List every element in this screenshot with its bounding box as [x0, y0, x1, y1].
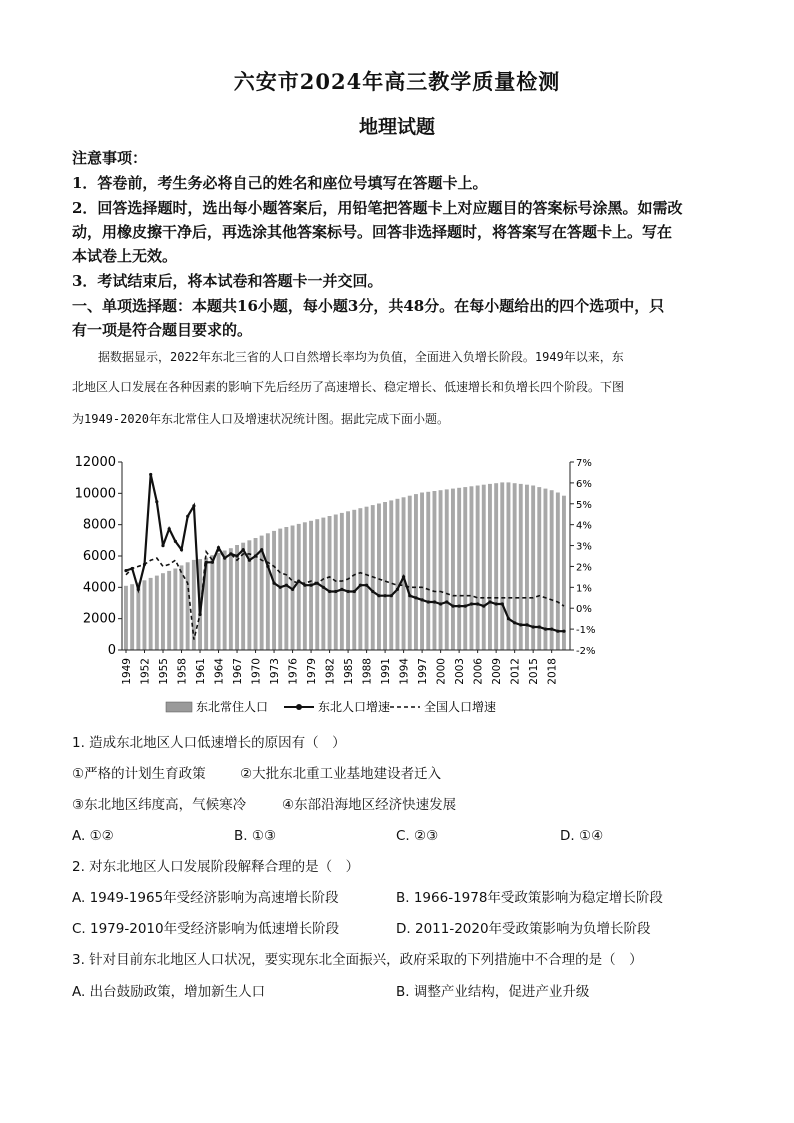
right-tick-label-1: 1% [576, 583, 592, 595]
population-bar-2020 [562, 496, 566, 650]
northeast-growth-point-1999 [433, 600, 436, 603]
question-3-option-b[interactable]: B. 调整产业结构，促进产业升级 [396, 984, 590, 1000]
population-bar-1966 [229, 548, 233, 650]
x-tick-label-1961: 1961 [195, 658, 208, 685]
page-title: 六安市2024年高三教学质量检测 [233, 69, 561, 94]
northeast-growth-point-1951 [137, 588, 140, 591]
population-bars [124, 482, 566, 650]
question-1-statement-3: ③东北地区纬度高，气候寒冷 [72, 797, 247, 813]
population-bar-1986 [352, 510, 356, 650]
population-bar-2012 [513, 483, 517, 650]
page-subtitle: 地理试题 [358, 116, 435, 138]
question-2-option-d[interactable]: D. 2011-2020年受政策影响为负增长阶段 [396, 921, 651, 937]
northeast-growth-point-2007 [482, 605, 485, 608]
x-tick-label-1958: 1958 [176, 658, 189, 685]
population-bar-1990 [377, 504, 381, 651]
northeast-growth-point-1956 [168, 527, 171, 530]
population-bar-2002 [451, 489, 455, 650]
population-bar-2001 [445, 489, 449, 650]
notice-item-2-line-1: 2．回答选择题时，选出每小题答案后，用铅笔把答题卡上对应题目的答案标号涂黑。如需改 [72, 199, 683, 217]
population-bar-1952 [143, 580, 147, 650]
northeast-growth-point-1977 [297, 580, 300, 583]
right-tick-label-3: 3% [576, 541, 592, 553]
population-bar-1981 [321, 518, 325, 650]
question-3-option-a[interactable]: A. 出台鼓励政策，增加新生人口 [72, 984, 266, 1000]
left-tick-label-12000: 12000 [74, 455, 116, 470]
population-bar-2019 [556, 493, 560, 651]
population-bar-2003 [457, 488, 461, 650]
right-tick-label-6: 6% [576, 478, 592, 490]
northeast-growth-point-1976 [291, 588, 294, 591]
northeast-growth-point-1998 [427, 600, 430, 603]
northeast-growth-point-1985 [347, 590, 350, 593]
northeast-growth-point-2014 [525, 623, 528, 626]
x-tick-label-2009: 2009 [491, 658, 504, 685]
x-tick-label-2015: 2015 [528, 658, 541, 685]
northeast-growth-point-1959 [186, 515, 189, 518]
northeast-growth-point-1969 [248, 559, 251, 562]
northeast-growth-point-1971 [260, 548, 263, 551]
x-tick-label-1985: 1985 [343, 658, 356, 685]
x-tick-label-1976: 1976 [287, 658, 300, 685]
x-tick-label-1949: 1949 [121, 658, 133, 685]
x-tick-label-2012: 2012 [509, 658, 522, 685]
northeast-growth-point-1952 [143, 563, 146, 566]
northeast-growth-point-1992 [390, 594, 393, 597]
left-tick-label-2000: 2000 [82, 611, 116, 627]
population-bar-1975 [284, 527, 288, 650]
x-tick-label-1967: 1967 [232, 658, 245, 685]
x-tick-label-1970: 1970 [250, 658, 263, 685]
northeast-growth-point-2010 [501, 602, 504, 605]
x-tick-label-2018: 2018 [546, 658, 559, 685]
population-bar-1958 [180, 565, 184, 650]
northeast-growth-point-2002 [451, 605, 454, 608]
notice-item-2-line-2: 动，用橡皮擦干净后，再选涂其他答案标号。回答非选择题时，将答案写在答题卡上。写在 [72, 223, 673, 241]
right-tick-label-7: 7% [576, 458, 592, 469]
northeast-growth-point-1973 [273, 582, 276, 585]
northeast-growth-point-1950 [131, 567, 134, 570]
population-bar-1965 [223, 551, 227, 651]
population-bar-1950 [130, 584, 134, 650]
northeast-growth-point-1997 [421, 598, 424, 601]
question-1-option-c[interactable]: C. ②③ [396, 828, 439, 844]
question-1-statement-4: ④东部沿海地区经济快速发展 [282, 797, 457, 813]
northeast-growth-point-2008 [488, 600, 491, 603]
x-tick-label-1991: 1991 [380, 658, 393, 685]
x-tick-label-2000: 2000 [435, 658, 448, 685]
population-bar-1995 [408, 496, 412, 650]
population-bar-1987 [358, 508, 362, 650]
question-1-statement-2: ②大批东北重工业基地建设者迁入 [240, 766, 442, 782]
northeast-growth-point-1962 [205, 561, 208, 564]
northeast-growth-point-2018 [550, 628, 553, 631]
section-heading-line-1: 一、单项选择题：本题共16小题，每小题3分，共48分。在每小题给出的四个选项中，只 [72, 297, 665, 315]
legend-label-population: 东北常住人口 [196, 700, 269, 714]
population-bar-1960 [192, 560, 196, 650]
northeast-growth-point-2004 [464, 605, 467, 608]
population-bar-1992 [389, 500, 393, 650]
northeast-growth-point-1964 [217, 546, 220, 549]
left-tick-label-8000: 8000 [82, 517, 116, 533]
right-tick-label--1: -1% [576, 625, 596, 637]
right-tick-label-4: 4% [576, 520, 592, 532]
northeast-growth-point-2012 [513, 621, 516, 624]
northeast-growth-point-2001 [445, 600, 448, 603]
notice-heading: 注意事项： [72, 149, 148, 167]
section-heading-line-2: 有一项是符合题目要求的。 [72, 321, 253, 339]
question-3-stem: 3. 针对目前东北地区人口状况，要实现东北全面振兴，政府采取的下列措施中不合理的是（ ） [72, 952, 643, 968]
northeast-growth-point-2003 [458, 605, 461, 608]
population-bar-1991 [383, 502, 387, 650]
northeast-growth-point-2005 [470, 602, 473, 605]
northeast-growth-point-2013 [519, 623, 522, 626]
northeast-growth-point-1954 [155, 500, 158, 503]
left-tick-label-0: 0 [107, 643, 116, 658]
national-growth-line [126, 550, 564, 640]
northeast-growth-point-1981 [322, 586, 325, 589]
population-bar-2009 [494, 483, 498, 650]
population-bar-1972 [266, 533, 270, 650]
population-bar-1968 [241, 543, 245, 650]
population-bar-1999 [433, 491, 437, 650]
x-tick-label-1955: 1955 [158, 658, 171, 685]
northeast-growth-point-1984 [340, 588, 343, 591]
population-bar-1982 [328, 516, 332, 650]
legend-marker-northeast-growth [296, 704, 302, 710]
population-bar-1998 [426, 492, 430, 650]
question-2-stem: 2. 对东北地区人口发展阶段解释合理的是（ ） [72, 859, 360, 875]
population-bar-1959 [186, 562, 190, 650]
right-tick-label--2: -2% [576, 646, 596, 657]
left-tick-label-4000: 4000 [82, 580, 116, 596]
question-2-option-c[interactable]: C. 1979-2010年受经济影响为低速增长阶段 [72, 921, 340, 937]
northeast-growth-point-1993 [396, 588, 399, 591]
passage-line-1: 据数据显示，2022年东北三省的人口自然增长率均为负值，全面进入负增长阶段。1949年以来，东 [98, 350, 624, 364]
population-bar-1964 [217, 553, 221, 650]
population-chart [70, 448, 600, 728]
northeast-growth-point-2006 [476, 602, 479, 605]
x-tick-label-1988: 1988 [361, 658, 374, 685]
northeast-growth-point-1967 [235, 554, 238, 557]
northeast-growth-point-1986 [353, 590, 356, 593]
population-bar-1957 [173, 569, 177, 651]
population-bar-1963 [210, 555, 214, 650]
northeast-growth-point-1960 [192, 504, 195, 507]
left-tick-label-6000: 6000 [82, 549, 116, 564]
population-bar-2004 [463, 487, 467, 650]
northeast-growth-point-1982 [328, 590, 331, 593]
northeast-growth-point-1979 [310, 584, 313, 587]
northeast-growth-point-1957 [174, 540, 177, 543]
question-2-option-b[interactable]: B. 1966-1978年受政策影响为稳定增长阶段 [396, 890, 663, 906]
population-bar-2000 [439, 490, 443, 650]
x-tick-label-1979: 1979 [306, 658, 319, 685]
left-tick-label-10000: 10000 [74, 486, 116, 502]
population-bar-2017 [544, 489, 548, 650]
population-bar-2018 [550, 490, 554, 650]
population-bar-1983 [334, 515, 338, 651]
question-1-option-b[interactable]: B. ①③ [234, 828, 277, 844]
northeast-growth-point-1955 [161, 544, 164, 547]
x-tick-label-2003: 2003 [454, 658, 467, 685]
legend-label-national-growth: 全国人口增速 [424, 700, 497, 714]
northeast-growth-point-1953 [149, 473, 152, 476]
northeast-growth-point-1988 [365, 584, 368, 587]
northeast-growth-point-1974 [279, 586, 282, 589]
northeast-growth-point-1983 [334, 590, 337, 593]
right-tick-label-5: 5% [576, 499, 592, 511]
northeast-growth-point-1990 [377, 594, 380, 597]
population-bar-2010 [500, 482, 504, 650]
x-tick-label-1973: 1973 [269, 658, 282, 685]
x-tick-label-1964: 1964 [213, 658, 226, 685]
question-1-option-d[interactable]: D. ①④ [560, 828, 604, 844]
population-bar-1997 [420, 493, 424, 651]
northeast-growth-point-1972 [266, 565, 269, 568]
x-tick-label-1952: 1952 [139, 658, 152, 685]
northeast-growth-point-1961 [198, 613, 201, 616]
northeast-growth-point-1978 [303, 584, 306, 587]
northeast-growth-point-1995 [408, 594, 411, 597]
population-bar-1996 [414, 494, 418, 650]
northeast-growth-point-1958 [180, 548, 183, 551]
northeast-growth-point-2011 [507, 617, 510, 620]
northeast-growth-point-1987 [359, 584, 362, 587]
northeast-growth-point-1980 [316, 582, 319, 585]
chart-legend [166, 699, 496, 714]
population-bar-2006 [476, 486, 480, 651]
population-bar-1993 [396, 499, 400, 650]
legend-label-northeast-growth: 东北人口增速 [318, 700, 391, 714]
northeast-growth-point-2000 [439, 602, 442, 605]
passage-line-3: 为1949-2020年东北常住人口及增速状况统计图。据此完成下面小题。 [72, 412, 450, 426]
x-tick-label-1994: 1994 [398, 658, 411, 685]
x-tick-label-2006: 2006 [472, 658, 485, 685]
northeast-growth-point-1965 [223, 557, 226, 560]
population-bar-1953 [149, 578, 153, 650]
population-bar-1977 [297, 524, 301, 650]
population-bar-1949 [124, 586, 128, 650]
passage-line-2: 北地区人口发展在各种因素的影响下先后经历了高速增长、稳定增长、低速增长和负增长四个阶段。下图 [72, 380, 625, 394]
x-tick-label-1997: 1997 [417, 658, 430, 685]
population-bar-1955 [161, 573, 165, 650]
population-bar-1988 [365, 507, 369, 650]
notice-item-2-line-3: 本试卷上无效。 [72, 247, 178, 265]
x-tick-label-1982: 1982 [324, 658, 337, 685]
northeast-growth-point-1970 [254, 554, 257, 557]
northeast-growth-point-1963 [211, 561, 214, 564]
population-bar-2007 [482, 485, 486, 650]
northeast-growth-point-2020 [562, 630, 565, 633]
population-bar-1954 [155, 576, 159, 650]
northeast-growth-point-1975 [285, 584, 288, 587]
notice-item-3: 3．考试结束后，将本试卷和答题卡一并交回。 [72, 272, 383, 290]
population-bar-2011 [507, 482, 511, 650]
population-bar-2005 [470, 486, 474, 650]
question-1-stem: 1. 造成东北地区人口低速增长的原因有（ ） [72, 735, 346, 751]
question-2-option-a[interactable]: A. 1949-1965年受经济影响为高速增长阶段 [72, 890, 339, 906]
northeast-growth-point-1966 [229, 552, 232, 555]
northeast-growth-point-1968 [242, 548, 245, 551]
population-bar-1974 [278, 529, 282, 650]
northeast-growth-point-2016 [538, 625, 541, 628]
population-bar-1973 [272, 531, 276, 650]
population-bar-1956 [167, 571, 171, 650]
northeast-growth-point-1989 [371, 590, 374, 593]
northeast-growth-point-2019 [556, 630, 559, 633]
right-tick-label-0: 0% [576, 604, 592, 616]
northeast-growth-point-2015 [532, 625, 535, 628]
notice-item-1: 1．答卷前，考生务必将自己的姓名和座位号填写在答题卡上。 [72, 174, 488, 192]
population-bar-2008 [488, 484, 492, 650]
northeast-growth-point-2009 [495, 602, 498, 605]
right-tick-label-2: 2% [576, 562, 592, 574]
population-bar-2015 [531, 486, 535, 651]
northeast-growth-point-2017 [544, 628, 547, 631]
northeast-growth-point-1994 [402, 575, 405, 578]
northeast-growth-point-1991 [384, 594, 387, 597]
northeast-growth-point-1996 [414, 596, 417, 599]
population-bar-1985 [346, 511, 350, 650]
legend-swatch-population [166, 702, 192, 712]
question-1-option-a[interactable]: A. ①② [72, 828, 114, 844]
question-1-statement-1: ①严格的计划生育政策 [72, 766, 206, 782]
northeast-growth-point-1949 [124, 569, 127, 572]
population-bar-1994 [402, 497, 406, 650]
northeast-growth-line [126, 475, 564, 632]
